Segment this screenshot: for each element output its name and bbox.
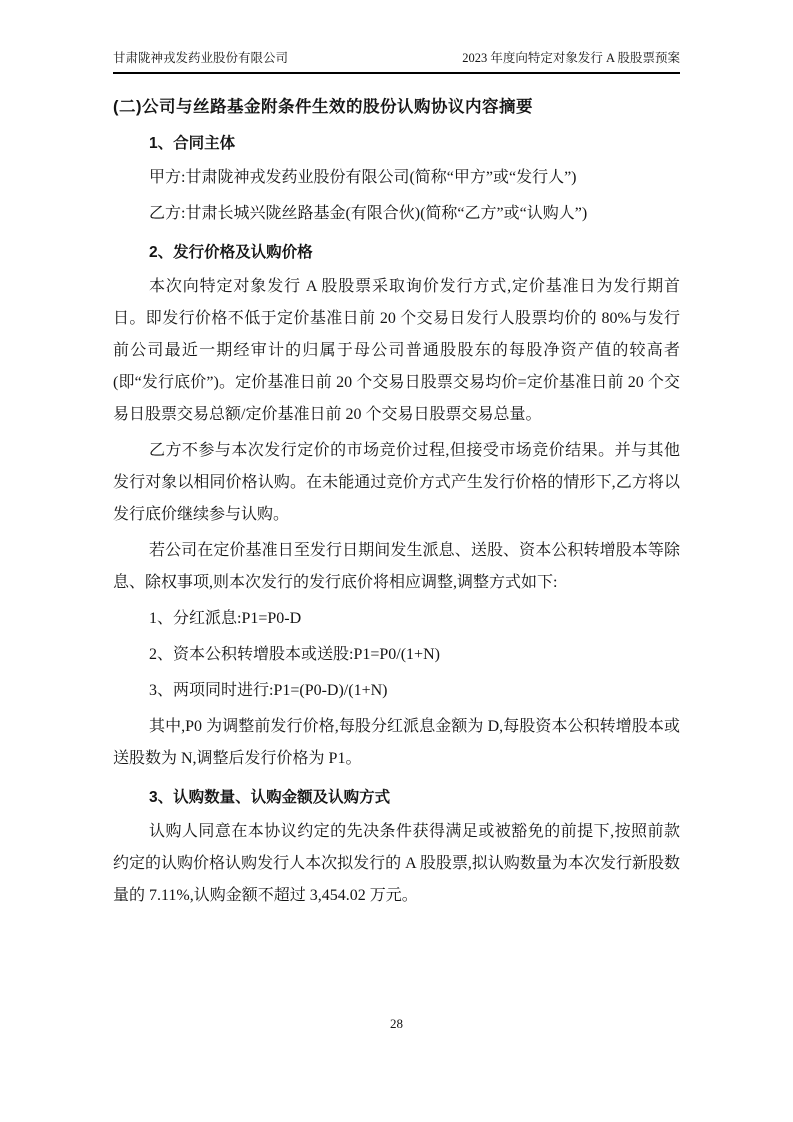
- page-header: [113, 50, 680, 74]
- formula-dividend-payout: 1、分红派息:P1=P0-D: [149, 610, 302, 627]
- heading-contract-parties: 1、合同主体: [149, 135, 236, 152]
- page-footer: [0, 1016, 793, 1032]
- paragraph-party-a: 甲方:甘肃陇神戎发药业股份有限公司(简称“甲方”或“发行人”): [149, 169, 577, 186]
- formula-combined-adjustment: 3、两项同时进行:P1=(P0-D)/(1+N): [149, 682, 388, 699]
- paragraph-subscription-terms: 认购人同意在本协议约定的先决条件获得满足或被豁免的前提下,按照前款约定的认购价格认购发行人本次拟发行的 A 股股票,拟认购数量为本次发行新股数量的 7.11%,认购金额不超过 3,454.02 万元。: [113, 823, 680, 904]
- section-title: (二)公司与丝路基金附条件生效的股份认购协议内容摘要: [113, 98, 533, 116]
- page-number: 28: [390, 1016, 403, 1031]
- paragraph-pricing-method: 本次向特定对象发行 A 股股票采取询价发行方式,定价基准日为发行期首日。即发行价格不低于定价基准日前 20 个交易日发行人股票均价的 80%与发行前公司最近一期经审计的归属于母公司普通股股东的每股净资产值的较高者(即“发行底价”)。定价基准日前 20 个交易日股票交易均价=定价基准日前 20 个交易日股票交易总额/定价基准日前 20 个交易日股票交易总量。: [113, 278, 680, 423]
- paragraph-party-b: 乙方:甘肃长城兴陇丝路基金(有限合伙)(简称“乙方”或“认购人”): [149, 205, 588, 222]
- heading-issue-price: 2、发行价格及认购价格: [149, 244, 313, 261]
- paragraph-adjustment-intro: 若公司在定价基准日至发行日期间发生派息、送股、资本公积转增股本等除息、除权事项,则本次发行的发行底价将相应调整,调整方式如下:: [113, 542, 680, 591]
- header-company-name: 甘肃陇神戎发药业股份有限公司: [113, 51, 289, 65]
- formula-capitalization-or-bonus: 2、资本公积转增股本或送股:P1=P0/(1+N): [149, 646, 440, 663]
- header-document-title: 2023 年度向特定对象发行 A 股股票预案: [462, 51, 680, 65]
- heading-subscription-quantity: 3、认购数量、认购金额及认购方式: [149, 789, 391, 806]
- paragraph-variable-definitions: 其中,P0 为调整前发行价格,每股分红派息金额为 D,每股资本公积转增股本或送股数为 N,调整后发行价格为 P1。: [113, 718, 680, 767]
- paragraph-bidding-process: 乙方不参与本次发行定价的市场竞价过程,但接受市场竞价结果。并与其他发行对象以相同价格认购。在未能通过竞价方式产生发行价格的情形下,乙方将以发行底价继续参与认购。: [113, 442, 680, 523]
